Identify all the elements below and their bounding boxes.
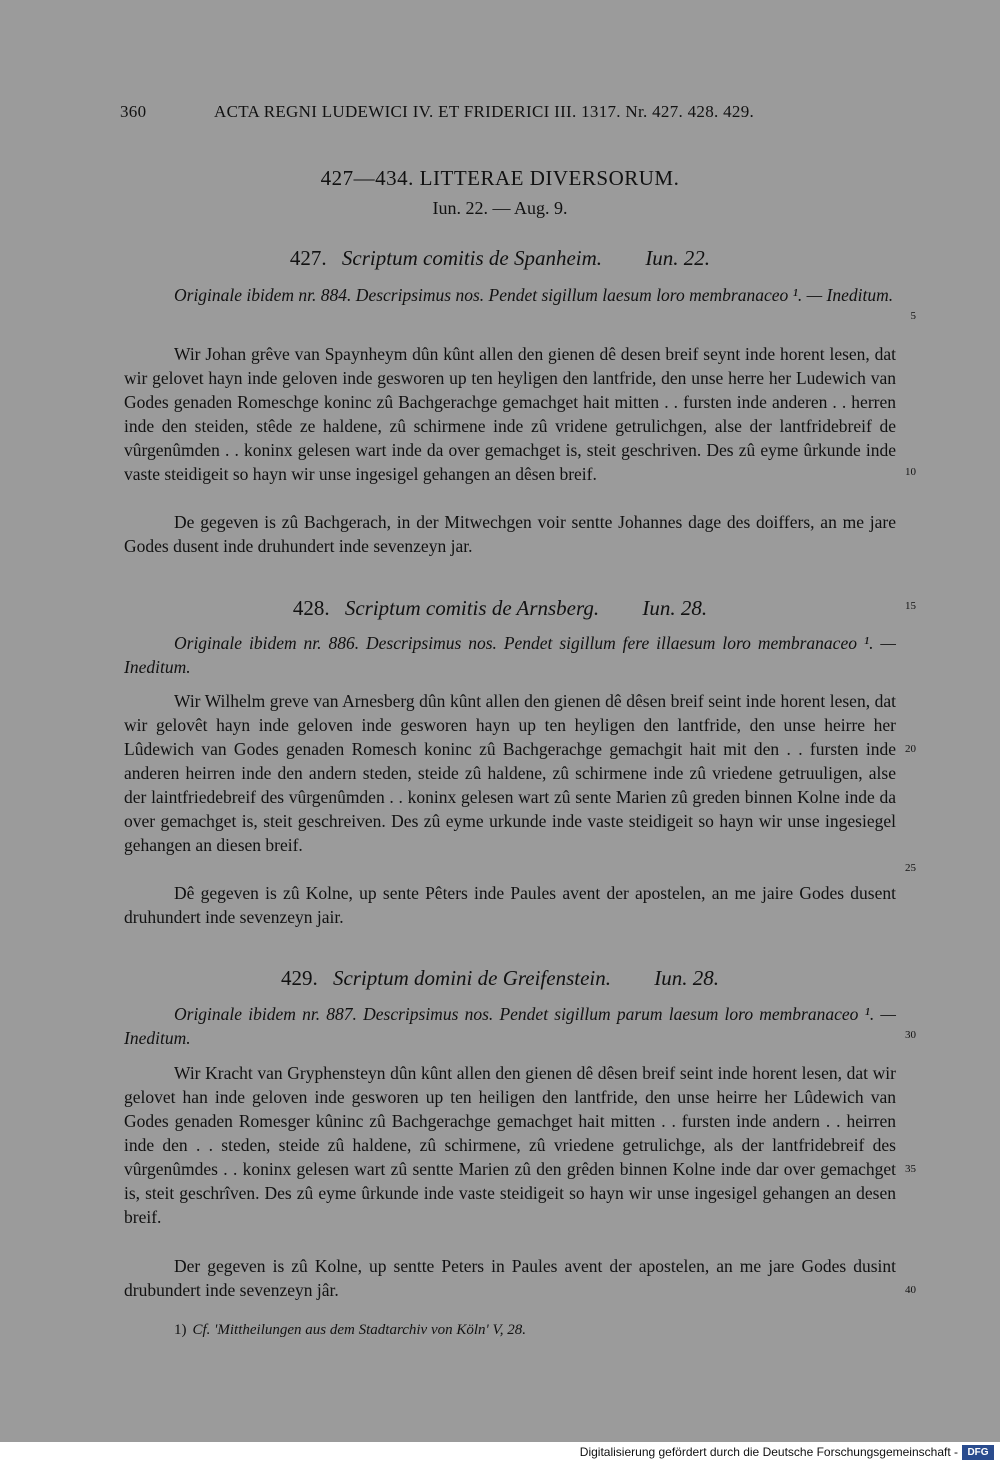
doc-428-text: Wir Wilhelm greve van Arnesberg dûn kûnt allen den gienen dê dêsen breif seint inde horent lesen, dat wir gelovêt hayn inde geloven inde gesworen hayn up ten heyligen den lantfride, den unse heirre her Lûdewich van Godes genaden Romesch koninc zû Bachgerachge gemachgit hait mit den . . fursten inde anderen heirren inde den andern steden, steide zû haldene, zû schirmene inde zû vriedene getruuligen, alse der laintfriedebreif des vûrgenûmden . . koninx gelesen wart zû sente Marien zû greden binnen Kolne inde da over gemachget is, steit geschreiven. Des zû eyme urkunde inde vaste steidigeit so hayn wir unse ingesiegel gehangen an diesen breif. <box>124 691 896 855</box>
line-number: 5 <box>910 310 916 322</box>
doc-date: Iun. 28. <box>654 966 719 990</box>
dfg-logo-icon: DFG <box>962 1445 994 1460</box>
line-number: 35 <box>905 1163 916 1175</box>
line-number: 25 <box>905 862 916 874</box>
footnote <box>174 1322 526 1339</box>
line-number: 30 <box>905 1029 916 1041</box>
doc-427-source: Originale ibidem nr. 884. Descripsimus nos. Pendet sigillum laesum loro membranaceo ¹. — Ineditum. <box>174 285 894 305</box>
doc-428-source: Originale ibidem nr. 886. Descripsimus nos. Pendet sigillum fere illaesum loro membranaceo ¹. — Ineditum. <box>124 633 896 677</box>
doc-427-text: Wir Johan grêve van Spaynheym dûn kûnt allen den gienen dê desen breif seynt inde horent lesen, dat wir gelovet hayn inde geloven inde gesworen up ten heyligen den lantfride, den unse herre her Ludewich van Godes genaden Romeschge koninc zû Bachgerachge gemachget hait mitten . . fursten inde anderen . . herren inde den steiden, stêde ze haldene, zû schirmene inde zû vridene getrulichgen, alse der lantfridebreif de vûrgenûmden . . koninx gelesen wart inde da over gemachget is, steit geschriven. Des zû eyme ûrkunde inde vaste steidigeit so hayn wir unse ingesigel gehangen an dêsen breif. <box>124 344 896 484</box>
doc-number: 429. <box>280 966 318 990</box>
doc-429-dating: Der gegeven is zû Kolne, up sentte Peters in Paules avent der apostelen, an me jare Godes dusint drubundert inde sevenzeyn jâr. <box>124 1256 896 1300</box>
doc-number: 427. <box>289 246 327 270</box>
doc-429-source: Originale ibidem nr. 887. Descripsimus nos. Pendet sigillum parum laesum loro membranaceo ¹. — Ineditum. <box>124 1004 896 1048</box>
line-number: 20 <box>905 743 916 755</box>
doc-427-dating: De gegeven is zû Bachgerach, in der Mitwechgen voir sentte Johannes dage des doiffers, an me jare Godes dusent inde druhundert inde sevenzeyn jar. <box>124 512 896 556</box>
doc-date: Iun. 22. <box>645 246 711 270</box>
section-dates: Iun. 22. — Aug. 9. <box>432 198 568 218</box>
page-number: 360 <box>120 102 147 121</box>
doc-429-text: Wir Kracht van Gryphensteyn dûn kûnt allen den gienen dê dêsen breif seint inde horent lesen, dat wir gelovet han inde geloven inde gesworen up ten heiligen den lantfride, den unse heirre her Lûdewich van Godes genaden Romesger kûninc zû Bachgerachge gemachget hait mitten . . fursten inde andern . . heirren inde den . . steden, steide zû haldene, zû schirmene, zû vriedene getrulichge, als der lantfridebreif des vûrgenûmdes . . koninx gelesen wart zû sentte Marien zû den grêden binnen Kolne inde dar over gemachget is, steit geschrîven. Des zû eyme ûrkunde inde vaste steidigeit so hayn wir unse ingesigel gehangen an desen breif. <box>124 1063 896 1227</box>
line-number: 10 <box>905 466 916 478</box>
doc-428-dating: Dê gegeven is zû Kolne, up sente Pêters inde Paules avent der apostelen, an me jaire Godes dusent druhundert inde sevenzeyn jair. <box>124 883 896 927</box>
line-number: 15 <box>905 600 916 612</box>
doc-title: Scriptum comitis de Arnsberg. <box>344 596 600 620</box>
section-title: 427—434. LITTERAE DIVERSORUM. <box>320 166 680 190</box>
funding-text: Digitalisierung gefördert durch die Deutsche Forschungsgemeinschaft - <box>579 1445 958 1459</box>
doc-428-heading <box>0 596 1000 621</box>
footnote-number: 1) <box>174 1322 187 1338</box>
running-title: ACTA REGNI LUDEWICI IV. ET FRIDERICI III. 1317. Nr. 427. 428. 429. <box>214 102 755 121</box>
line-number: 40 <box>905 1284 916 1296</box>
doc-429-heading <box>0 966 1000 991</box>
footnote-text: Cf. 'Mittheilungen aus dem Stadtarchiv von Köln' V, 28. <box>192 1322 526 1338</box>
doc-number: 428. <box>292 596 330 620</box>
doc-427-heading <box>0 246 1000 271</box>
doc-title: Scriptum domini de Greifenstein. <box>332 966 611 990</box>
funding-bar <box>0 1442 1000 1464</box>
doc-title: Scriptum comitis de Spanheim. <box>341 246 603 270</box>
doc-date: Iun. 28. <box>642 596 708 620</box>
